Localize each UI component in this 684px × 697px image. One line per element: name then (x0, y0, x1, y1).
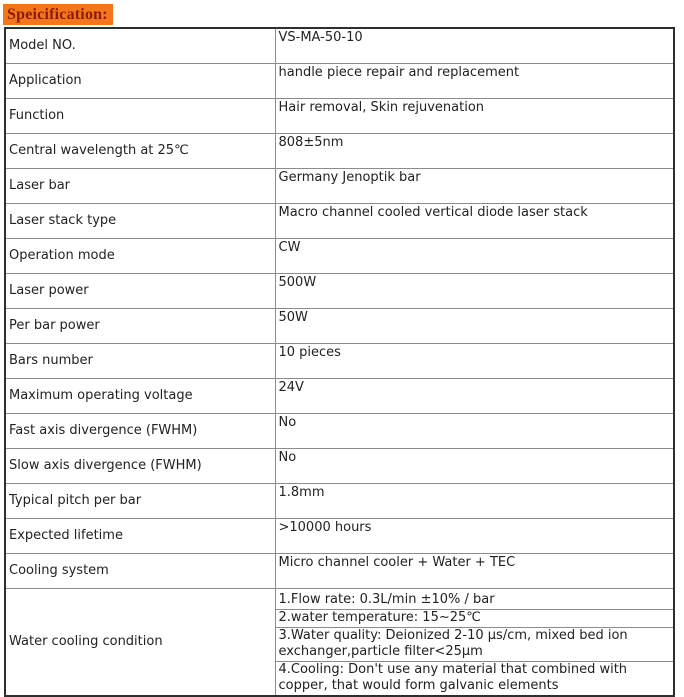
table-row (5, 519, 674, 554)
spec-value-cell: No (275, 449, 674, 484)
spec-value-cell: VS-MA-50-10 (275, 28, 674, 64)
spec-value-cell: Germany Jenoptik bar (275, 169, 674, 204)
section-heading: Speicification: (3, 4, 113, 25)
spec-value-cell: 24V (275, 379, 674, 414)
spec-value-cell: 10 pieces (275, 344, 674, 379)
table-row (5, 414, 674, 449)
spec-label-cell: Laser power (5, 274, 275, 309)
table-row (5, 589, 674, 697)
spec-label-cell: Operation mode (5, 239, 275, 274)
table-row (5, 99, 674, 134)
spec-label-cell: Expected lifetime (5, 519, 275, 554)
spec-label-cell: Bars number (5, 344, 275, 379)
spec-label-cell: Application (5, 64, 275, 99)
spec-value-cell: 50W (275, 309, 674, 344)
spec-value-cell: Hair removal, Skin rejuvenation (275, 99, 674, 134)
spec-value-cell: 500W (275, 274, 674, 309)
spec-value-cell: 808±5nm (275, 134, 674, 169)
spec-label-cell: Water cooling condition (5, 589, 275, 697)
spec-label-cell: Model NO. (5, 28, 275, 64)
table-row (5, 554, 674, 589)
spec-table-body (5, 28, 674, 696)
spec-value-cell: CW (275, 239, 674, 274)
spec-value-cell (275, 589, 674, 697)
table-row (5, 64, 674, 99)
water-cooling-condition-line: 1.Flow rate: 0.3L/min ±10% / bar (276, 589, 674, 610)
spec-label-cell: Cooling system (5, 554, 275, 589)
water-cooling-condition-line: 2.water temperature: 15~25℃ (276, 610, 674, 628)
table-row (5, 239, 674, 274)
table-row (5, 344, 674, 379)
spec-value-cell: handle piece repair and replacement (275, 64, 674, 99)
spec-label-cell: Slow axis divergence (FWHM) (5, 449, 275, 484)
spec-value-cell: No (275, 414, 674, 449)
table-row (5, 134, 674, 169)
table-row (5, 449, 674, 484)
spec-value-cell: >10000 hours (275, 519, 674, 554)
table-row (5, 309, 674, 344)
spec-label-cell: Typical pitch per bar (5, 484, 275, 519)
spec-value-cell: Macro channel cooled vertical diode laser stack (275, 204, 674, 239)
table-row (5, 379, 674, 414)
spec-value-cell: Micro channel cooler + Water + TEC (275, 554, 674, 589)
table-row (5, 484, 674, 519)
spec-label-cell: Maximum operating voltage (5, 379, 275, 414)
spec-label-cell: Laser stack type (5, 204, 275, 239)
spec-label-cell: Per bar power (5, 309, 275, 344)
water-cooling-condition-line: 4.Cooling: Don't use any material that combined with copper, that would form galvanic elements (278, 662, 628, 693)
spec-label-cell: Laser bar (5, 169, 275, 204)
spec-label-cell: Central wavelength at 25℃ (5, 134, 275, 169)
table-row (5, 204, 674, 239)
water-cooling-condition-line: 3.Water quality: Deionized 2-10 μs/cm, mixed bed ion exchanger,particle filter<25μm (276, 628, 674, 662)
table-row (5, 169, 674, 204)
spec-label-cell: Fast axis divergence (FWHM) (5, 414, 275, 449)
spec-table (4, 27, 675, 697)
spec-value-cell: 1.8mm (275, 484, 674, 519)
table-row (5, 28, 674, 64)
spec-label-cell: Function (5, 99, 275, 134)
table-row (5, 274, 674, 309)
